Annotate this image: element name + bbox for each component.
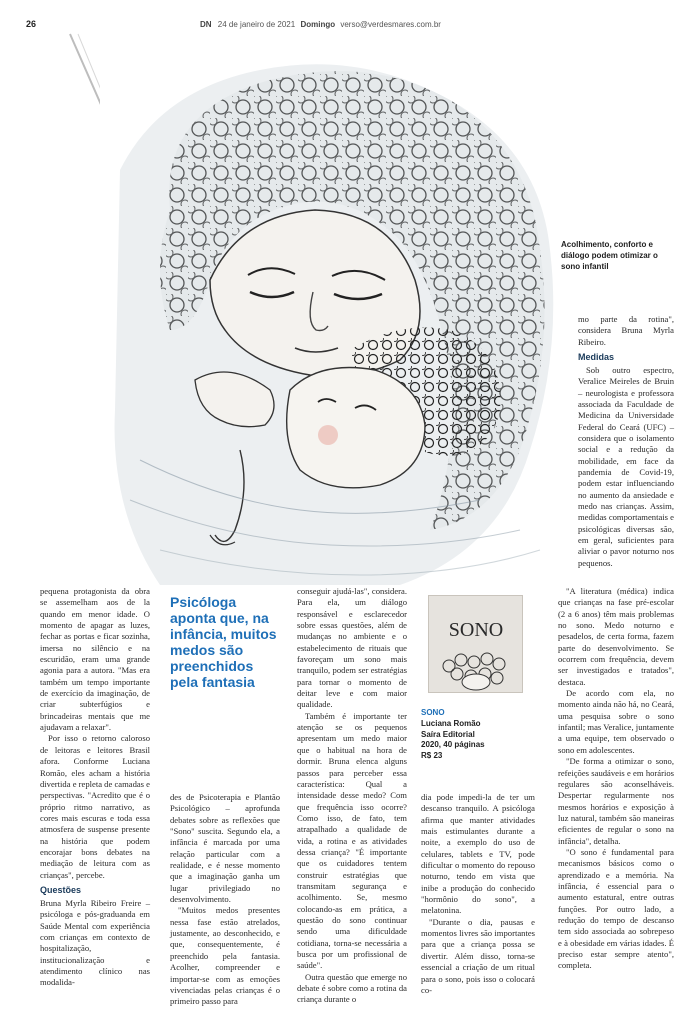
paragraph: Outra questão que emerge no debate é sobre como a rotina da criança durante o	[297, 971, 407, 1005]
paragraph: dia pode impedi-la de ter um descanso tranquilo. A psicóloga afirma que manter atividades mais estimulantes durante a noite, a exemplo do uso de celulares, tablets e TV, pode dificultar o momento do repouso noturno, tendo em vista que inibe a produção do conhecido "hormônio do sono", a melatonina.	[421, 792, 535, 916]
column-5-top	[578, 314, 674, 569]
book-publisher: Saíra Editorial	[421, 729, 475, 739]
book-price: R$ 23	[421, 751, 443, 761]
page-number: 26	[26, 19, 37, 29]
book-author: Luciana Romão	[421, 718, 481, 728]
paragraph: Bruna Myrla Ribeiro Freire – psicóloga e pós-graduanda em Saúde Mental com experiência com crianças em contexto de hospitalização, institucionalização e atendimento clínico nas modalida-	[40, 897, 150, 988]
paragraph: "De forma a otimizar o sono, refeições saudáveis e em horários regulares são aconselháveis. Despertar regularmente nos mesmos horários e exposição à luz natural, também são maneiras eficientes de regular o sono na infância", detalha.	[558, 756, 674, 846]
paragraph: "Durante o dia, pausas e momentos livres são importantes para que a criança possa se divertir. Além disso, torna-se essencial a criação de um ritual para o sono, pois isso o colocará co-	[421, 916, 535, 995]
paragraph: conseguir ajudá-las", considera. Para ela, um diálogo responsável e esclarecedor sobre essas questões, além de mudanças no ambiente e o estabelecimento de rituais que favoreçam um sono mais tranquilo, podem ser estratégias para tornar o momento de deitar leve e com maior qualidade.	[297, 586, 407, 710]
weekday-text: Domingo	[300, 20, 336, 29]
book-label: SONO	[421, 708, 445, 717]
book-info	[421, 708, 531, 762]
column-3	[297, 586, 407, 1006]
dateline	[200, 20, 441, 29]
column-4	[421, 792, 535, 996]
paragraph: "Muitos medos presentes nessa fase estão atrelados, justamente, ao desconhecido, e que, consequentemente, é preenchido pela fantasia. Acolher, compreender e importar-se com as emoções vivenciadas pelas crianças é o primeiro passo para	[170, 905, 280, 1007]
photo-caption: Acolhimento, conforto e diálogo podem otimizar o sono infantil	[561, 240, 658, 271]
book-details: 2020, 40 páginas	[421, 740, 485, 750]
paragraph: Por isso o retorno caloroso de leitoras e leitores Brasil afora. Conforme Luciana Romão, eles acham a história divertida e repleta de camadas e perspectivas. "Acredito que é o próprio ritmo narrativo, as cores mais escuras e toda essa atmosfera de suspense presente na história que podem encorajar bons debates na mediação de leitura com as crianças", percebe.	[40, 733, 150, 880]
subhead-questoes: Questões	[40, 884, 82, 895]
paragraph: Também é importante ter atenção se os pequenos apresentam um medo maior que o habitual na hora de dormir. Bruna elenca alguns passos para perceber essa característica: Qual a intensidade desse medo? Com que frequência isso ocorre? Como isso, de fato, tem atrapalhado a qualidade de vida, a rotina e as atividades dessa criança? "É importante que os cuidadores tentem construir estratégias que transmitam segurança e acolhimento. Se, mesmo colocando-as em prática, a questão do sono continuar sendo uma dificuldade cotidiana, torna-se necessária a busca por um profissional de saúde".	[297, 710, 407, 971]
paragraph: "O sono é fundamental para mecanismos básicos como o aprendizado e a memória. Na infância, é essencial para o aumento estatural, entre outras funções. Por outro lado, a redução do tempo de descanso tem sido associada ao sobrepeso e à obesidade em várias idades. É preciso estar sempre atento", completa.	[558, 846, 674, 971]
pull-quote: Psicóloga aponta que, na infância, muitos medos são preenchidos pela fantasia	[170, 594, 277, 690]
column-1	[40, 586, 150, 989]
paragraph: Sob outro espectro, Veralice Meireles de Bruin – neurologista e professora associada da Faculdade de Medicina da Universidade Federal do Ceará (UFC) – considera que o isolamento social e a redução da mobilidade, em face da pandemia de Covid-19, podem estar influenciando no aumento da ansiedade e medo nas crianças. Assim, medidas comportamentais e psicológicas diversas são, em geral, suficientes para aliviar o pavor noturno nos pequenos.	[578, 364, 674, 568]
paragraph: des de Psicoterapia e Plantão Psicológico – aprofunda debates sobre as reflexões que "Sono" suscita. Segundo ela, a infância é marcada por uma relação particular com a realidade, e é nesse momento que a imaginação ganha um lugar privilegiado no desenvolvimento.	[170, 792, 280, 905]
paragraph: mo parte da rotina", considera Bruna Myrla Ribeiro.	[578, 314, 674, 347]
date-text: 24 de janeiro de 2021	[217, 20, 296, 29]
paragraph: "A literatura (médica) indica que crianças na fase pré-escolar (2 a 6 anos) têm mais problemas no sono. Medo noturno e pesadelos, de certa forma, fazem parte do desenvolvimento. Se ocorrem com frequência, devem ser investigados e tratados", destaca.	[558, 586, 674, 687]
column-5-bottom	[558, 586, 674, 972]
paragraph: De acordo com ela, no momento ainda não há, no Ceará, uma pesquisa sobre o sono infantil; mas Veralice, juntamente a uma equipe, tem observado o sono em adolescentes.	[558, 688, 674, 755]
subhead-medidas: Medidas	[578, 352, 615, 363]
column-2	[170, 792, 280, 1008]
book-cover-image	[428, 595, 523, 693]
illustration-mother-child	[100, 30, 570, 595]
paragraph: pequena protagonista da obra se assemelham aos de la quando em menor idade. O momento de apagar as luzes, fechar as portas e ficar sozinha, imersa no silêncio e na escuridão, eram uma grande agonia para a autora. "Mas era também um tempo importante de exercício da imaginação, de criar subterfúgios e brincadeiras mentais que me ajudavam a relaxar".	[40, 586, 150, 733]
email-text: verso@verdesmares.com.br	[340, 20, 441, 29]
book-cover-art	[429, 596, 523, 693]
book-cover-title: SONO	[448, 619, 504, 641]
brand-label: DN	[200, 20, 212, 29]
